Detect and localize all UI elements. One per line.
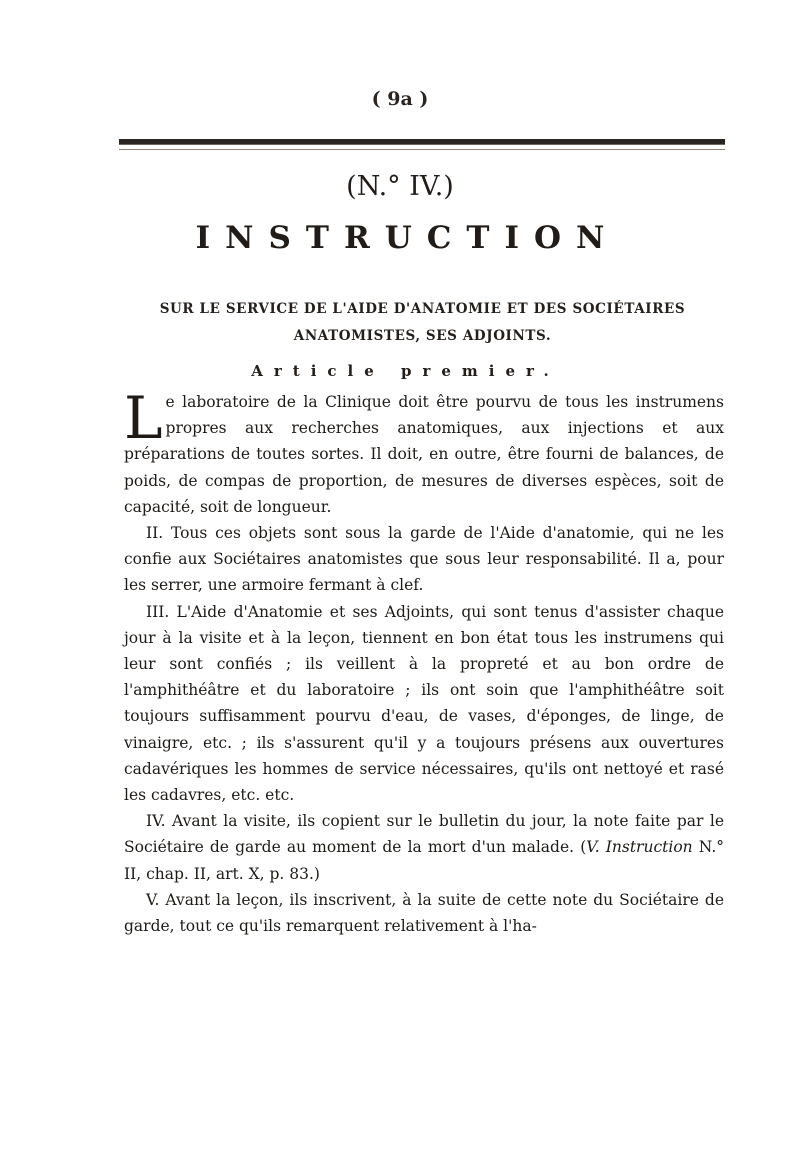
paragraph-4-text: IV. Avant la visite, ils copient sur le bulletin du jour, la note faite par le Sociétaire de garde au moment de la mort d'un malade. xyxy=(124,812,724,857)
paragraph-3: III. L'Aide d'Anatomie et ses Adjoints, qui sont tenus d'assister chaque jour à la visite et à la leçon, tiennent en bon état tous les instrumens qui leur sont confiés ; ils veillent à la propreté et au bon ordre de l'amphithéâtre et du laboratoire ; ils ont soin que l'amphithéâtre soit toujours suffisamment pourvu d'eau, de vases, d'éponges, de linge, de vinaigre, etc. ; ils s'assurent qu'il y a toujours présens aux ouvertures cadavériques les hommes de service nécessaires, qu'ils ont nettoyé et rasé les cadavres, etc. etc. xyxy=(124,602,724,805)
article-heading: Article premier. xyxy=(251,362,560,380)
paragraph-5: V. Avant la leçon, ils inscrivent, à la suite de cette note du Sociétaire de garde, tout ce qu'ils remarquent relativement à l'ha- xyxy=(124,890,724,936)
document-number: (N.° IV.) xyxy=(346,171,454,202)
document-title: INSTRUCTION xyxy=(195,220,620,256)
header-rule-thin xyxy=(119,149,725,150)
paragraph-2: II. Tous ces objets sont sous la garde de l'Aide d'anatomie, qui ne les confie aux Sociétaires anatomistes que sous leur responsabilité. Il a, pour les serrer, une armoire fermant à clef. xyxy=(124,524,724,595)
paragraph-1 xyxy=(124,384,724,520)
page-number: ( 9a ) xyxy=(371,88,429,110)
header-rule xyxy=(119,139,725,145)
paragraph-1-text: e laboratoire de la Clinique doit être pourvu de tous les instrumens propres aux recherches anatomiques, aux injections et aux préparations de toutes sortes. Il doit, en outre, être fourni de balances, de poids, de compas de proportion, de mesures de diverses espèces, soit de capacité, soit de longueur. xyxy=(124,393,724,516)
document-body xyxy=(124,384,724,939)
paragraph-4 xyxy=(124,808,724,887)
document-subtitle: SUR LE SERVICE DE L'AIDE D'ANATOMIE ET DES SOCIÉTAIRES ANATOMISTES, SES ADJOINTS. xyxy=(159,301,686,344)
reference-italic: V. Instruction xyxy=(586,838,693,857)
reference-rest: N.° II, chap. II, art. X, p. 83.) xyxy=(124,838,724,883)
reference-open: ( xyxy=(580,838,587,857)
drop-cap: L xyxy=(124,384,163,452)
